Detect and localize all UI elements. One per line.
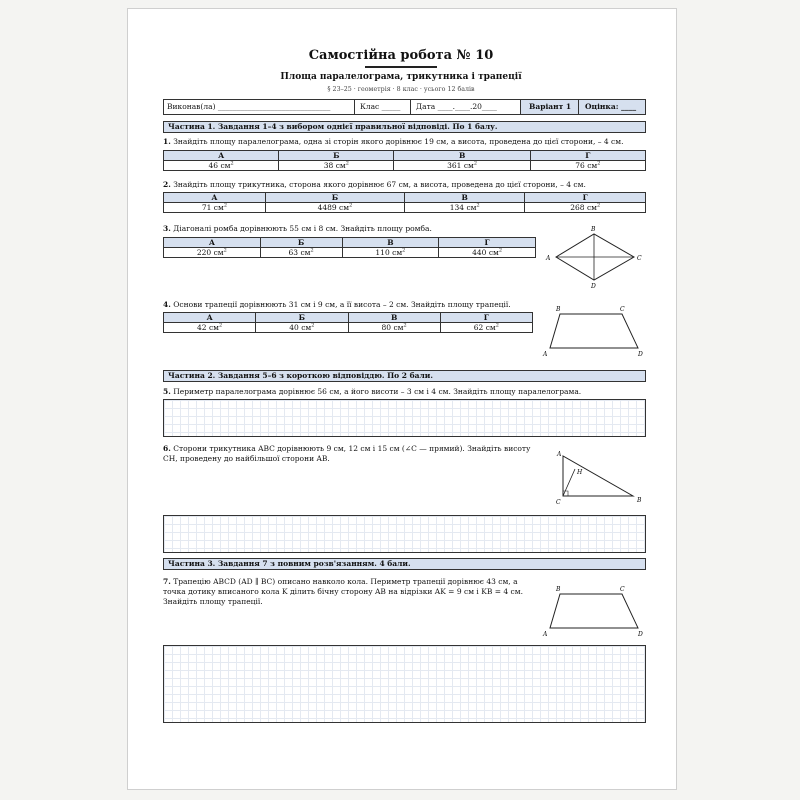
part2-heading: Частина 2. Завдання 5–6 з короткою відповіддю. По 2 бали. <box>163 370 646 382</box>
task6-answer-area[interactable] <box>163 515 646 553</box>
option-c-header: В <box>404 193 525 203</box>
option-a-header: А <box>164 193 266 203</box>
trap-label-d: D <box>638 351 643 358</box>
rhombus-label-c: C <box>637 255 642 262</box>
option-c-header: В <box>348 313 440 323</box>
answer-cell[interactable]: 4489 $см^2$ <box>265 203 404 213</box>
task1-answer-table <box>163 150 646 171</box>
answer-cell[interactable]: 42 $см^2$ <box>164 323 256 333</box>
answer-cell[interactable]: 40 $см^2$ <box>256 323 348 333</box>
option-a-header: А <box>164 313 256 323</box>
option-b-header: Б <box>256 313 348 323</box>
answer-cell[interactable]: 220 $см^2$ <box>164 248 261 258</box>
answer-cell[interactable]: 110 $см^2$ <box>342 248 439 258</box>
option-b-header: Б <box>260 238 342 248</box>
student-name-field[interactable]: Виконав(ла) ______________________________ <box>167 102 331 111</box>
task7: 7. Трапецію ABCD (AD ∥ BC) описано навколо кола. Периметр трапеції дорівнює 43 см, а точка дотику вписаного кола K ділить бічну сторону AB на відрізки AK = 9 см і KB = 4 см. Знайдіть площу трапеції. <box>163 577 523 606</box>
answer-cell[interactable]: 80 $см^2$ <box>348 323 440 333</box>
trapezoid-figure-2 <box>540 582 648 642</box>
tri-label-a: A <box>557 451 562 458</box>
page-subtitle: Площа паралелограма, трикутника і трапеції <box>280 72 522 82</box>
answer-cell[interactable]: 71 $см^2$ <box>164 203 266 213</box>
task3-answer-table <box>163 237 536 258</box>
rhombus-label-b: B <box>591 226 596 233</box>
option-d-header: Г <box>439 238 536 248</box>
task6: 6. Сторони трикутника ABC дорівнюють 9 см, 12 см і 15 см (∠C — прямий). Знайдіть висоту CH, проведену до найбільшої сторони AB. <box>163 444 531 463</box>
answer-cell[interactable]: 268 $см^2$ <box>525 203 646 213</box>
trap2-label-a: A <box>543 631 548 638</box>
answer-cell[interactable]: 361 $см^2$ <box>394 161 530 171</box>
grade-field[interactable]: Оцінка: ____ <box>579 100 645 114</box>
trap-label-a: A <box>543 351 548 358</box>
option-a-header: А <box>164 238 261 248</box>
tri-label-c: C <box>556 499 561 506</box>
trap2-label-c: C <box>620 586 625 593</box>
task5: 5. Периметр паралелограма дорівнює 56 см, а його висоти – 3 см і 4 см. Знайдіть площу паралелограма. <box>163 387 582 396</box>
answer-cell[interactable]: 38 $см^2$ <box>279 161 394 171</box>
task2-answer-table <box>163 192 646 213</box>
trap-label-b: B <box>556 306 561 313</box>
answer-cell[interactable]: 46 $см^2$ <box>164 161 279 171</box>
option-a-header: А <box>164 151 279 161</box>
rhombus-label-d: D <box>591 283 596 290</box>
page-title: Самостійна робота № 10 <box>308 48 494 63</box>
task4: 4. Основи трапеції дорівнюють 31 см і 9 см, а її висота – 2 см. Знайдіть площу трапеції. <box>163 300 511 309</box>
student-header <box>163 99 646 115</box>
answer-cell[interactable]: 440 $см^2$ <box>439 248 536 258</box>
title-underline <box>365 66 437 68</box>
option-c-header: В <box>342 238 439 248</box>
option-d-header: Г <box>530 151 645 161</box>
task1: 1. Знайдіть площу паралелограма, одна зі сторін якого дорівнює 19 см, а висота, проведена до цієї сторони, – 4 см. <box>163 137 624 146</box>
task2: 2. Знайдіть площу трикутника, сторона якого дорівнює 67 см, а висота, проведена до цієї сторони, – 4 см. <box>163 180 586 189</box>
right-triangle-figure <box>548 448 648 510</box>
date-field[interactable]: Дата ____.____.20____ <box>416 102 497 111</box>
option-b-header: Б <box>265 193 404 203</box>
trap2-label-b: B <box>556 586 561 593</box>
answer-cell[interactable]: 63 $см^2$ <box>260 248 342 258</box>
answer-cell[interactable]: 134 $см^2$ <box>404 203 525 213</box>
answer-cell[interactable]: 62 $см^2$ <box>440 323 532 333</box>
rhombus-label-a: A <box>546 255 551 262</box>
part1-heading: Частина 1. Завдання 1–4 з вибором однієї правильної відповіді. По 1 балу. <box>163 121 646 133</box>
variant-label: Варіант 1 <box>521 100 578 114</box>
trap-label-c: C <box>620 306 625 313</box>
class-field[interactable]: Клас _____ <box>360 102 401 111</box>
task3: 3. Діагоналі ромба дорівнюють 55 см і 8 см. Знайдіть площу ромба. <box>163 224 432 233</box>
trap2-label-d: D <box>638 631 643 638</box>
task4-answer-table <box>163 312 533 333</box>
trapezoid-figure <box>540 302 648 362</box>
option-d-header: Г <box>440 313 532 323</box>
task7-answer-area[interactable] <box>163 645 646 723</box>
task5-answer-area[interactable] <box>163 399 646 437</box>
tri-label-h: H <box>577 469 583 476</box>
rhombus-figure <box>542 222 646 292</box>
tri-label-b: B <box>637 497 642 504</box>
option-d-header: Г <box>525 193 646 203</box>
option-c-header: В <box>394 151 530 161</box>
option-b-header: Б <box>279 151 394 161</box>
page-meta: § 23–25 · геометрія · 8 клас · усього 12 балів <box>327 86 475 93</box>
answer-cell[interactable]: 76 $см^2$ <box>530 161 645 171</box>
part3-heading: Частина 3. Завдання 7 з повним розв'язанням. 4 бали. <box>163 558 646 570</box>
